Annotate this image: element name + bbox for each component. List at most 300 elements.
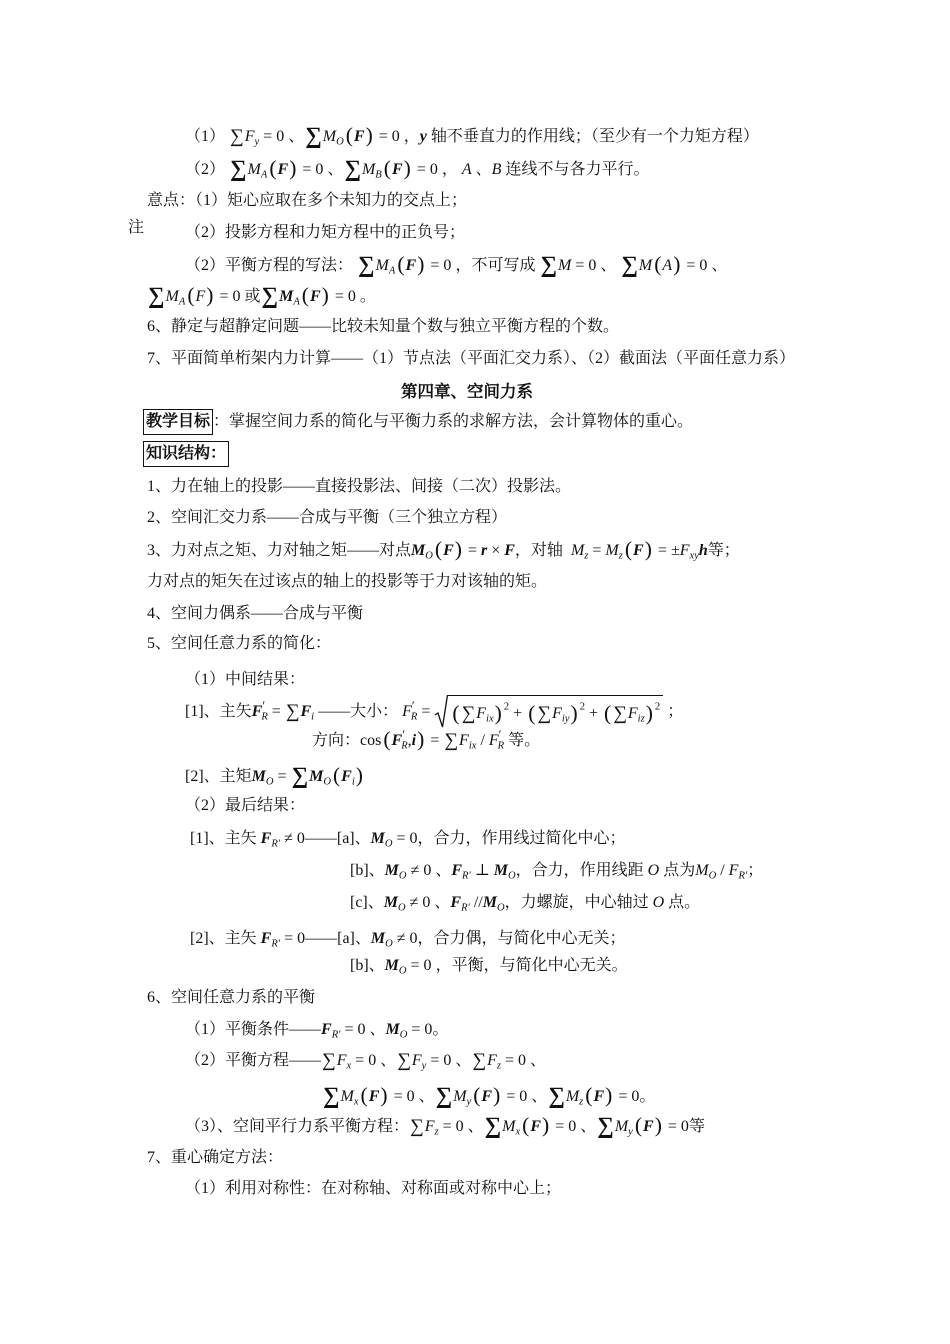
math-text: ≠ 0 、 (406, 862, 452, 879)
math-text: = 0 、 (259, 128, 305, 145)
subscript: R′ (331, 1029, 341, 1041)
text-run: ，合力，作用线距 (515, 862, 648, 879)
math-text: = 0 (392, 830, 418, 847)
sum-sign: ∑ (261, 282, 279, 309)
subscript: x (515, 1126, 521, 1138)
subscript: z (579, 1096, 584, 1108)
vector-symbol: M (385, 1021, 400, 1038)
math-text: + (509, 705, 527, 723)
math-text: = 0 (215, 288, 245, 305)
subscript: O (385, 938, 393, 950)
subscript: ix (468, 740, 477, 752)
chapter-title (401, 376, 533, 408)
subscript: O (708, 870, 717, 882)
sum-sign: ∑ (344, 155, 361, 182)
superscript: 2 (654, 701, 661, 713)
vector-symbol: y (419, 128, 427, 145)
sum-sign: ∑ (358, 251, 375, 278)
right-paren: ) (454, 537, 462, 562)
item-equilibrium-heading (147, 982, 315, 1014)
text-run: ：掌握空间力系的简化与平衡力系的求解方法，会计算物体的重心。 (213, 413, 694, 430)
left-paren: ( (452, 700, 460, 725)
subscript: O (425, 550, 433, 562)
text-run: 。 (432, 1021, 449, 1038)
subscript: A (388, 265, 396, 277)
item-statically-indeterminate (147, 311, 619, 343)
text-run: 、 (471, 161, 492, 178)
left-paren: ( (345, 123, 353, 148)
sum-sign: ∑ (323, 1082, 340, 1109)
math-variable: F (728, 862, 739, 879)
math-text: = (426, 732, 444, 749)
math-variable: M (165, 288, 179, 305)
left-paren: ( (528, 700, 536, 725)
vector-symbol: F (451, 862, 462, 879)
subscript: A (178, 296, 186, 308)
vector-symbol: F (530, 1118, 542, 1135)
subscript: R′ (461, 902, 470, 914)
math-variable: F (552, 705, 562, 723)
math-text: = (588, 542, 606, 559)
text-run: 1、力在轴上的投影——直接投影法、间接（二次）投影法。 (147, 478, 572, 495)
prime-mark: ′ (411, 699, 415, 714)
text-run: 点为 (659, 862, 696, 879)
text-run: [1]、主矢 (185, 703, 252, 720)
vector-symbol: M (384, 862, 399, 879)
math-variable: M (247, 161, 261, 178)
math-text: = ± (653, 542, 680, 559)
subscript: O (323, 776, 331, 788)
math-text: = 0 (406, 957, 436, 974)
subscript: R (261, 711, 268, 723)
subscript: O (384, 838, 393, 850)
right-paren: ) (654, 1113, 662, 1138)
vector-symbol: h (698, 542, 708, 559)
math-variable: F (411, 1052, 422, 1069)
math-variable: M (502, 1118, 516, 1135)
subscript: y (254, 136, 260, 148)
math-text: = 0 ， (412, 161, 462, 178)
math-variable: M (361, 161, 376, 178)
vector-symbol: M (383, 894, 398, 911)
math-text: = 0 、 (426, 1052, 472, 1069)
boxed-label: 教学目标 (143, 409, 213, 435)
vector-symbol: F (504, 542, 515, 559)
math-variable: M (570, 542, 585, 559)
item-moment-of-force (147, 535, 740, 567)
text-run: [b]、 (350, 957, 385, 974)
math-text: + (584, 705, 602, 723)
text-run: 6、空间任意力系的平衡 (147, 989, 316, 1006)
right-paren: ) (365, 123, 373, 148)
math-text: = 0 、 (571, 257, 621, 274)
subscript: R (410, 711, 418, 723)
sum-sign: ∑ (613, 703, 627, 725)
math-text: = 0 、 (340, 1021, 386, 1038)
text-run: （1）中间结果： (185, 671, 306, 688)
note-item-1 (147, 185, 467, 217)
note-item-2 (185, 217, 465, 249)
subscript: y (466, 1096, 472, 1108)
right-paren: ) (321, 283, 329, 308)
text-run: ，合力偶，与简化中心无关； (417, 930, 626, 947)
vector-symbol: F (309, 288, 321, 305)
math-text: / (716, 862, 729, 879)
left-paren: ( (654, 252, 662, 277)
vector-symbol: M (411, 542, 426, 559)
text-run: 轴不垂直力的作用线；（至少有一个力矩方程） (426, 128, 759, 145)
sum-sign: ∑ (461, 703, 476, 725)
vector-symbol: F (481, 1088, 493, 1105)
math-variable: A (461, 161, 472, 178)
math-text: = 0 、 (551, 1118, 597, 1135)
note-item-3-continued (147, 281, 376, 313)
sum-sign: ∑ (322, 1049, 336, 1071)
vector-symbol: F (260, 930, 272, 947)
subscript: O (398, 965, 407, 977)
text-run: ，平衡，与简化中心无关。 (435, 957, 628, 974)
right-paren: ) (355, 763, 363, 788)
sum-sign: ∑ (548, 1082, 565, 1109)
text-run: 等。 (504, 732, 541, 749)
left-paren: ( (332, 763, 341, 788)
text-run: 点。 (664, 894, 701, 911)
math-variable: F (627, 705, 638, 723)
vector-symbol: F (391, 161, 403, 178)
vector-symbol: F (450, 894, 462, 911)
sum-sign: ∑ (410, 1115, 424, 1137)
math-text: ≠ 0 (280, 830, 305, 847)
text-run: 5、空间任意力系的简化： (147, 635, 332, 652)
math-text: = (417, 703, 435, 720)
parallel-force-equations (185, 1111, 705, 1143)
math-text: = (267, 703, 285, 720)
sum-sign: ∑ (397, 1049, 411, 1071)
subscript: z (434, 1126, 439, 1138)
item-reduction-heading (147, 628, 331, 660)
math-variable: M (453, 1088, 467, 1105)
text-run: ； (663, 703, 684, 720)
math-text: = (463, 542, 481, 559)
subscript: O (398, 902, 406, 914)
subscript: R′ (271, 938, 281, 950)
math-text: = (273, 768, 291, 785)
prime-mark: ′ (402, 728, 406, 743)
sum-sign: ∑ (148, 282, 165, 309)
final-result-case-2b (350, 950, 628, 982)
note-label: 注 (128, 219, 145, 236)
math-variable: M (375, 257, 389, 274)
math-variable: B (491, 161, 502, 178)
right-paren: ) (289, 156, 297, 181)
final-result-case-1b (350, 855, 763, 887)
text-run: ——[a]、 (304, 830, 371, 847)
right-paren: ) (206, 283, 214, 308)
text-run: 等 (688, 1118, 705, 1135)
math-text: ≠ 0 、 (405, 894, 451, 911)
math-variable: F (488, 732, 499, 749)
right-paren: ) (673, 252, 681, 277)
math-variable: F (487, 1052, 497, 1069)
vector-symbol: M (493, 862, 509, 879)
prime-mark: ′ (498, 728, 502, 743)
text-run: （3）、空间平行力系平衡方程： (185, 1118, 410, 1135)
math-variable: F (476, 705, 487, 723)
subscript: iz (637, 714, 645, 726)
math-text: ≠ 0 (392, 930, 418, 947)
text-run: ——大小： (314, 703, 403, 720)
math-variable: O (647, 862, 660, 879)
vector-symbol: M (482, 894, 497, 911)
vector-symbol: M (251, 768, 266, 785)
subscript: i (351, 776, 355, 788)
left-paren: ( (522, 1113, 530, 1138)
math-text: × (487, 542, 505, 559)
text-run: （1）平衡条件—— (185, 1021, 322, 1038)
math-text: ⊥ (470, 862, 494, 879)
vector-symbol: F (633, 542, 644, 559)
subscript: O (398, 870, 407, 882)
math-text: , (407, 732, 412, 749)
text-run: （2）最后结果： (185, 797, 306, 814)
text-run: ——[a]、 (305, 930, 371, 947)
math-text: = 0 、 (389, 1088, 435, 1105)
subscript: R (497, 740, 505, 752)
moment-equation-form-1 (185, 121, 759, 153)
vector-symbol: M (309, 768, 324, 785)
subscript: B (375, 169, 382, 181)
math-text: // (469, 894, 483, 911)
sum-sign: ∑ (621, 251, 638, 278)
right-paren: ) (570, 700, 578, 725)
subscript: ix (486, 714, 494, 726)
left-paren: ( (383, 727, 391, 752)
text-run: 3、力对点之矩、力对轴之矩——对点 (147, 542, 412, 559)
text-run: 4、空间力偶系——合成与平衡 (147, 605, 364, 622)
text-run: 。 (359, 288, 376, 305)
subscript: i (311, 711, 315, 723)
right-paren: ) (493, 1083, 501, 1108)
text-run: [c]、 (350, 894, 384, 911)
vector-symbol: F (251, 703, 263, 720)
text-run: ，合力，作用线过简化中心； (417, 830, 626, 847)
subscript: O (399, 1029, 408, 1041)
text-run: [1]、主矢 (190, 830, 261, 847)
math-variable: F (244, 128, 255, 145)
left-paren: ( (360, 1083, 368, 1108)
subscript: R (401, 740, 408, 752)
vector-symbol: i (411, 732, 417, 749)
text-run: 意点：（1）矩心应取在多个未知力的交点上； (147, 192, 468, 209)
left-paren: ( (585, 1083, 593, 1108)
math-text: = 0 、 (351, 1052, 397, 1069)
text-run: ，不可写成 (455, 257, 540, 274)
text-run: 等； (707, 542, 740, 559)
subscript: R′ (462, 870, 471, 882)
right-paren: ) (380, 1083, 388, 1108)
sum-sign: ∑ (435, 1082, 453, 1109)
subscript: O (508, 870, 516, 882)
text-run: 或 (244, 288, 261, 305)
math-variable: M (605, 542, 619, 559)
subscript: y (421, 1060, 427, 1072)
text-run: ，对轴 (514, 542, 571, 559)
math-variable: M (565, 1088, 580, 1105)
text-run: 7、重心确定方法： (147, 1149, 284, 1166)
note-item-3 (185, 250, 727, 282)
text-run: 连线不与各力平行。 (501, 161, 650, 178)
prime-mark: ′ (262, 699, 266, 714)
math-variable: M (557, 257, 572, 274)
subscript: z (618, 550, 623, 562)
subscript: O (265, 776, 274, 788)
sum-sign: ∑ (230, 155, 247, 182)
text-run: [b]、 (350, 862, 385, 879)
vector-symbol: F (443, 542, 454, 559)
left-paren: ( (624, 537, 633, 562)
math-text: = 0 、 (682, 257, 728, 274)
math-text: = 0 (280, 930, 306, 947)
vector-symbol: r (480, 542, 488, 559)
subscript: iy (561, 714, 570, 726)
final-result-case-1a (190, 823, 626, 855)
subscript: O (336, 136, 344, 148)
right-paren: ) (417, 252, 425, 277)
math-variable: F (679, 542, 690, 559)
vector-symbol: M (384, 957, 399, 974)
sum-sign: ∑ (597, 1112, 614, 1139)
teaching-goal (143, 406, 693, 438)
math-variable: F (424, 1118, 435, 1135)
subscript: xy (689, 550, 699, 562)
sum-sign: ∑ (230, 125, 244, 147)
vector-symbol: F (321, 1021, 332, 1038)
math-text: = 0 (407, 1021, 433, 1038)
knowledge-structure-label (143, 438, 229, 470)
math-text: cos (360, 732, 382, 749)
text-run: 力对点的矩矢在过该点的轴上的投影等于力对该轴的矩。 (147, 573, 548, 590)
text-run: ； (747, 862, 764, 879)
left-paren: ( (301, 283, 309, 308)
subscript: A (293, 296, 300, 308)
left-paren: ( (473, 1083, 481, 1108)
item-couple-system (147, 598, 363, 630)
subscript: z (496, 1060, 501, 1072)
math-variable: M (614, 1118, 629, 1135)
subscript: x (353, 1096, 359, 1108)
right-paren: ) (417, 727, 425, 752)
text-run: （2） (185, 161, 230, 178)
right-paren: ) (542, 1113, 550, 1138)
sum-sign: ∑ (484, 1112, 502, 1139)
left-paren: ( (434, 537, 443, 562)
sum-sign: ∑ (305, 122, 322, 149)
vector-symbol: F (260, 830, 272, 847)
item-center-of-gravity (147, 1142, 283, 1174)
superscript: 2 (579, 701, 585, 713)
sum-sign: ∑ (285, 700, 300, 722)
sum-sign: ∑ (291, 762, 309, 789)
vector-symbol: F (391, 732, 403, 749)
math-text: = 0 、 (298, 161, 344, 178)
right-paren: ) (403, 156, 411, 181)
sum-sign: ∑ (472, 1049, 487, 1071)
vector-symbol: F (341, 768, 352, 785)
vector-symbol: F (353, 128, 365, 145)
item-concurrent-forces (147, 502, 507, 534)
math-variable: A (662, 257, 673, 274)
text-run: （2）平衡方程的写法： (185, 257, 358, 274)
superscript: 2 (503, 701, 510, 713)
math-variable: F (459, 732, 469, 749)
text-run: 2、空间汇交力系——合成与平衡（三个独立方程） (147, 509, 508, 526)
right-paren: ) (494, 700, 502, 725)
subscript: R′ (738, 870, 748, 882)
right-paren: ) (605, 1083, 613, 1108)
math-text: = 0 (330, 288, 360, 305)
principal-vector-direction (312, 725, 540, 757)
subscript: y (628, 1126, 633, 1138)
math-variable: F (402, 703, 412, 720)
right-paren: ) (644, 537, 652, 562)
vector-symbol: F (643, 1118, 654, 1135)
math-variable: F (336, 1052, 347, 1069)
subscript: x (346, 1060, 352, 1072)
vector-symbol: M (279, 288, 294, 305)
math-text: = 0 、 (502, 1088, 548, 1105)
left-paren: ( (397, 252, 405, 277)
sum-sign: ∑ (537, 703, 552, 725)
text-run: 7、平面简单桁架内力计算——（1）节点法（平面汇交力系）、（2）截面法（平面任意力系） (147, 350, 796, 367)
text-run: （1）利用对称性：在对称轴、对称面或对称中心上； (185, 1180, 562, 1197)
sum-sign: ∑ (444, 729, 459, 751)
equilibrium-condition (185, 1014, 448, 1046)
final-result-case-1c (350, 887, 700, 919)
subscript: A (260, 169, 268, 181)
math-text: = 0 (663, 1118, 689, 1135)
left-paren: ( (383, 156, 391, 181)
math-text: / (476, 732, 489, 749)
vector-symbol: M (370, 930, 386, 947)
text-run: 方向： (312, 732, 361, 749)
left-paren: ( (269, 156, 277, 181)
equilibrium-equations-moment (322, 1081, 655, 1113)
subscript: O (496, 902, 505, 914)
principal-moment-formula (185, 761, 365, 793)
vector-symbol: F (368, 1088, 380, 1105)
text-run: 。 (639, 1088, 656, 1105)
item-truss-analysis (147, 343, 795, 375)
moment-equation-form-2 (185, 154, 649, 186)
final-result-heading (185, 790, 305, 822)
right-paren: ) (645, 700, 653, 725)
math-variable: M (695, 862, 709, 879)
text-run: （2）平衡方程—— (185, 1052, 322, 1069)
vector-symbol: F (300, 703, 312, 720)
intermediate-result-heading (185, 664, 305, 696)
math-text: = 0 (426, 257, 456, 274)
text-run: 第四章、空间力系 (401, 382, 533, 401)
subscript: R′ (271, 838, 281, 850)
symmetry-method (185, 1173, 561, 1205)
subscript: z (584, 550, 589, 562)
left-paren: ( (634, 1113, 643, 1138)
math-variable: F (195, 288, 206, 305)
text-run: [2]、主矩 (185, 768, 252, 785)
text-run: （1） (185, 128, 230, 145)
item-force-projection (147, 471, 571, 503)
text-run: （2）投影方程和力矩方程中的正负号； (185, 224, 466, 241)
